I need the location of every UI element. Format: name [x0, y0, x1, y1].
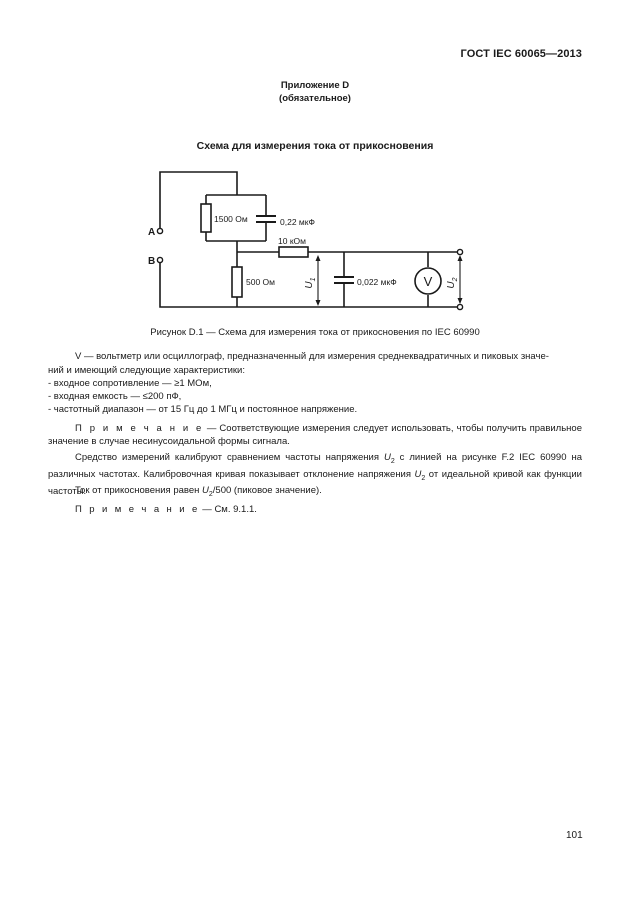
u1-arrow-head-top	[316, 255, 321, 261]
characteristic-input-resistance: - входное сопротивление — ≥1 МОм,	[48, 378, 212, 389]
terminal-a-label: A	[148, 227, 156, 238]
standard-designation: ГОСТ IEC 60065—2013	[460, 48, 582, 60]
u2-label: $U_2$	[446, 277, 459, 289]
r1-label: 1500 Ом	[214, 214, 248, 224]
page-number: 101	[566, 830, 583, 841]
u2-arrow-head-top	[458, 255, 463, 261]
resistor-500-ohm	[232, 267, 242, 297]
resistor-10-kohm	[279, 247, 308, 257]
u1-arrow-head-bottom	[316, 300, 321, 306]
r3-label: 500 Ом	[246, 277, 275, 287]
terminal-a-dot	[157, 228, 162, 233]
figure-title: Схема для измерения тока от прикосновения	[196, 140, 434, 152]
calibration-paragraph: Средство измерений калибруют сравнением частоты напряжения $U_2$ с линией на рисунке F.2 IEC 60990 на различных частотах. Калибровочная кривая показывает отклонение напряжения $U_2$ от идеальной кривой как функции частоты.	[48, 452, 582, 497]
note-2-text: — См. 9.1.1.	[199, 504, 257, 515]
note-1-text: — Соответствующие измерения следует использовать, чтобы получить правильное значение в случае несинусоидальной формы сигнала.	[48, 423, 582, 447]
figure-caption: Рисунок D.1 — Схема для измерения тока от прикосновения по IEC 60990	[150, 327, 480, 338]
output-terminal-top	[457, 249, 462, 254]
terminal-b-dot	[157, 257, 162, 262]
note-1	[48, 422, 582, 448]
voltmeter-label: V	[423, 274, 433, 289]
resistor-1500-ohm	[201, 204, 211, 232]
c2-label: 0,022 мкФ	[357, 277, 397, 287]
characteristic-frequency-range: - частотный диапазон — от 15 Гц до 1 МГц и постоянное напряжение.	[48, 404, 358, 415]
u2-arrow-head-bottom	[458, 298, 463, 304]
c1-label: 0,22 мкФ	[280, 217, 315, 227]
appendix-title: Приложение D	[280, 80, 350, 91]
voltmeter-definition-line2: ний и имеющий следующие характеристики:	[48, 365, 245, 376]
note-2	[48, 503, 582, 516]
touch-current-formula: Ток от прикосновения равен $U_2/500$ (пиковое значение).	[75, 485, 322, 498]
note-2-label: П р и м е ч а н и е	[75, 504, 200, 515]
appendix-subtitle: (обязательное)	[279, 93, 351, 104]
output-terminal-bottom	[457, 304, 462, 309]
voltmeter-definition-line1: V — вольтметр или осциллограф, предназначенный для измерения среднеквадратичных и пиковых значе-	[75, 351, 549, 362]
note-1-label: П р и м е ч а н и е	[75, 423, 204, 434]
r2-label: 10 кОм	[278, 236, 306, 246]
u1-label: $U_1$	[304, 277, 317, 289]
terminal-b-label: B	[148, 256, 156, 267]
characteristic-input-capacitance: - входная емкость — ≤200 пФ,	[48, 391, 182, 402]
circuit-diagram	[0, 0, 630, 320]
